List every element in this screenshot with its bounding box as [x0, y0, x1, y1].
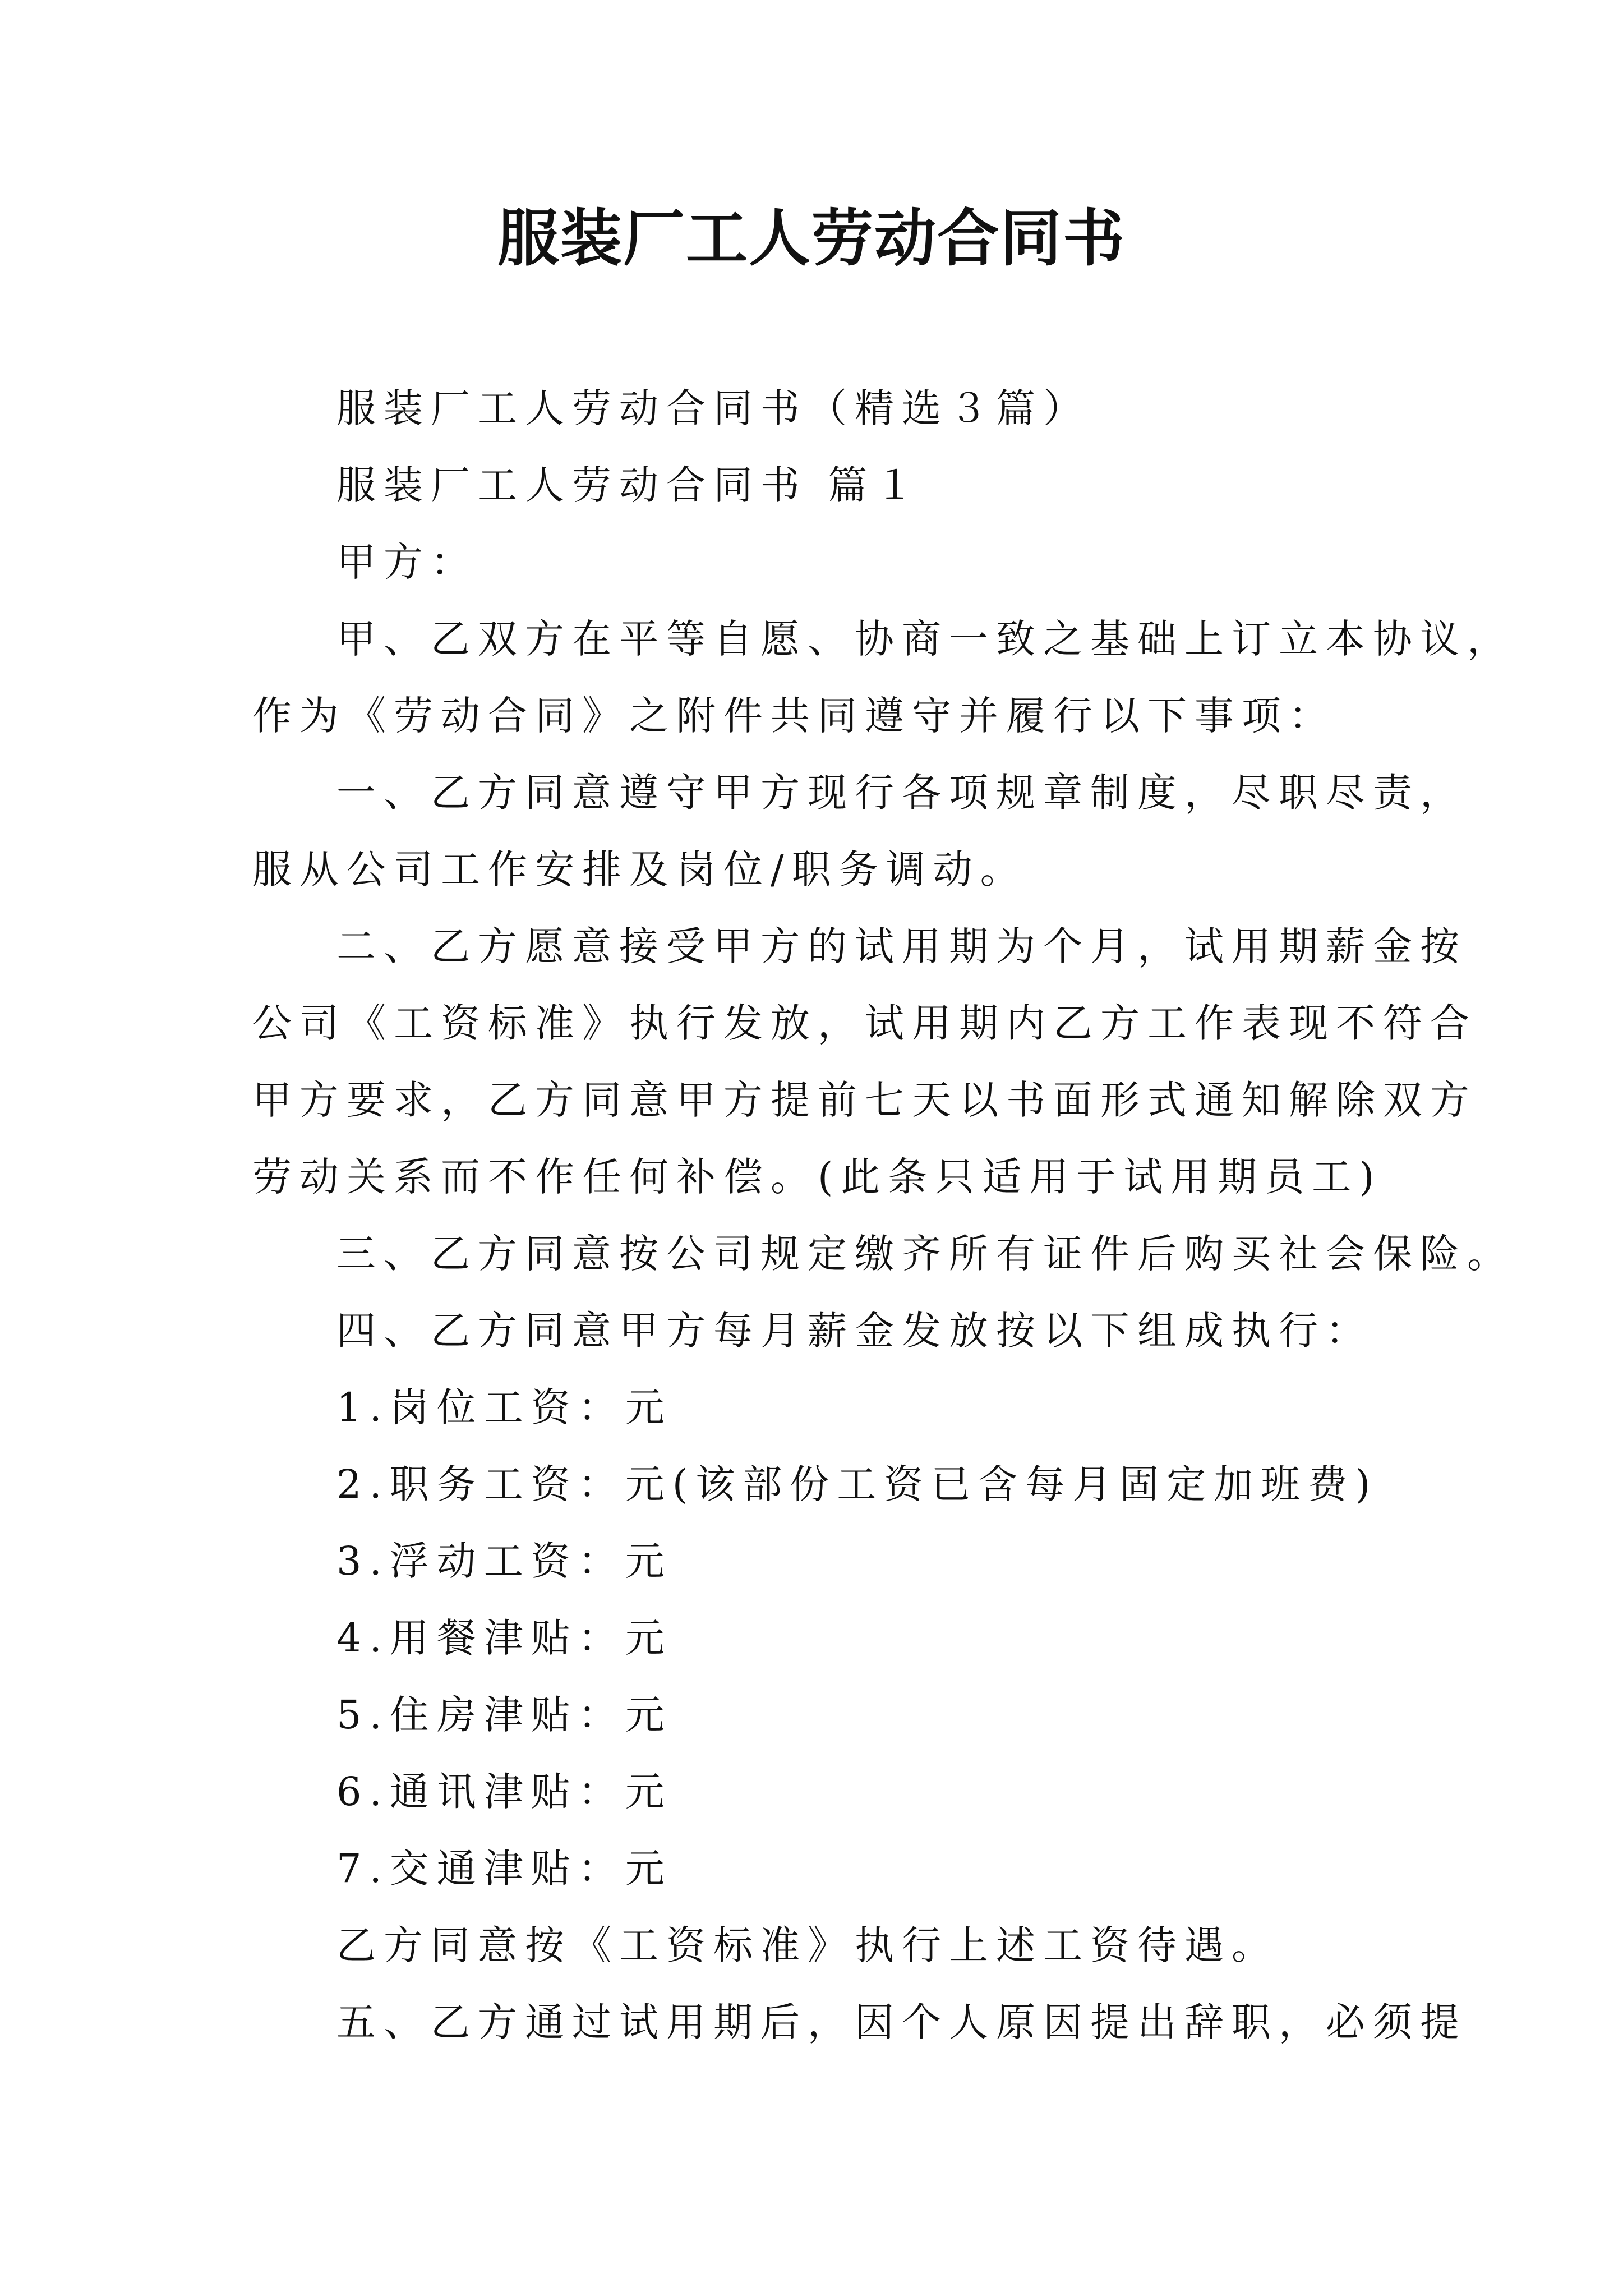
body-line: 公司《工资标准》执行发放，试用期内乙方工作表现不符合: [252, 1000, 1477, 1046]
body-line: 1.岗位工资：元: [336, 1384, 672, 1430]
body-line: 五、乙方通过试用期后，因个人原因提出辞职，必须提: [336, 1999, 1467, 2045]
body-line: 服装厂工人劳动合同书（精选３篇）: [336, 385, 1090, 431]
body-line: 乙方同意按《工资标准》执行上述工资待遇。: [336, 1922, 1279, 1968]
body-line: 3.浮动工资：元: [336, 1538, 672, 1584]
body-line: 6.通讯津贴：元: [336, 1769, 672, 1815]
body-line: 劳动关系而不作任何补偿。(此条只适用于试用期员工): [252, 1154, 1382, 1200]
body-line: 一、乙方同意遵守甲方现行各项规章制度，尽职尽责，: [336, 770, 1467, 816]
body-line: 7.交通津贴：元: [336, 1846, 672, 1892]
body-line: 二、乙方愿意接受甲方的试用期为个月，试用期薪金按: [336, 923, 1467, 969]
body-line: 三、乙方同意按公司规定缴齐所有证件后购买社会保险。: [336, 1231, 1514, 1277]
body-line: 甲、乙双方在平等自愿、协商一致之基础上订立本协议，: [336, 616, 1514, 662]
document-body: [252, 370, 1514, 2061]
document-title: 服装厂工人劳动合同书: [497, 202, 1126, 274]
body-line: 甲方：: [336, 539, 478, 585]
body-line: 2.职务工资：元(该部份工资已含每月固定加班费): [336, 1461, 1378, 1507]
body-line: 作为《劳动合同》之附件共同遵守并履行以下事项：: [252, 693, 1336, 739]
body-line: 5.住房津贴：元: [336, 1692, 672, 1738]
body-line: 服从公司工作安排及岗位/职务调动。: [252, 846, 1027, 892]
body-line: 四、乙方同意甲方每月薪金发放按以下组成执行：: [336, 1308, 1373, 1354]
body-line: 4.用餐津贴：元: [336, 1615, 672, 1661]
body-line: 服装厂工人劳动合同书 篇１: [336, 462, 923, 508]
body-line: 甲方要求，乙方同意甲方提前七天以书面形式通知解除双方: [252, 1077, 1477, 1123]
